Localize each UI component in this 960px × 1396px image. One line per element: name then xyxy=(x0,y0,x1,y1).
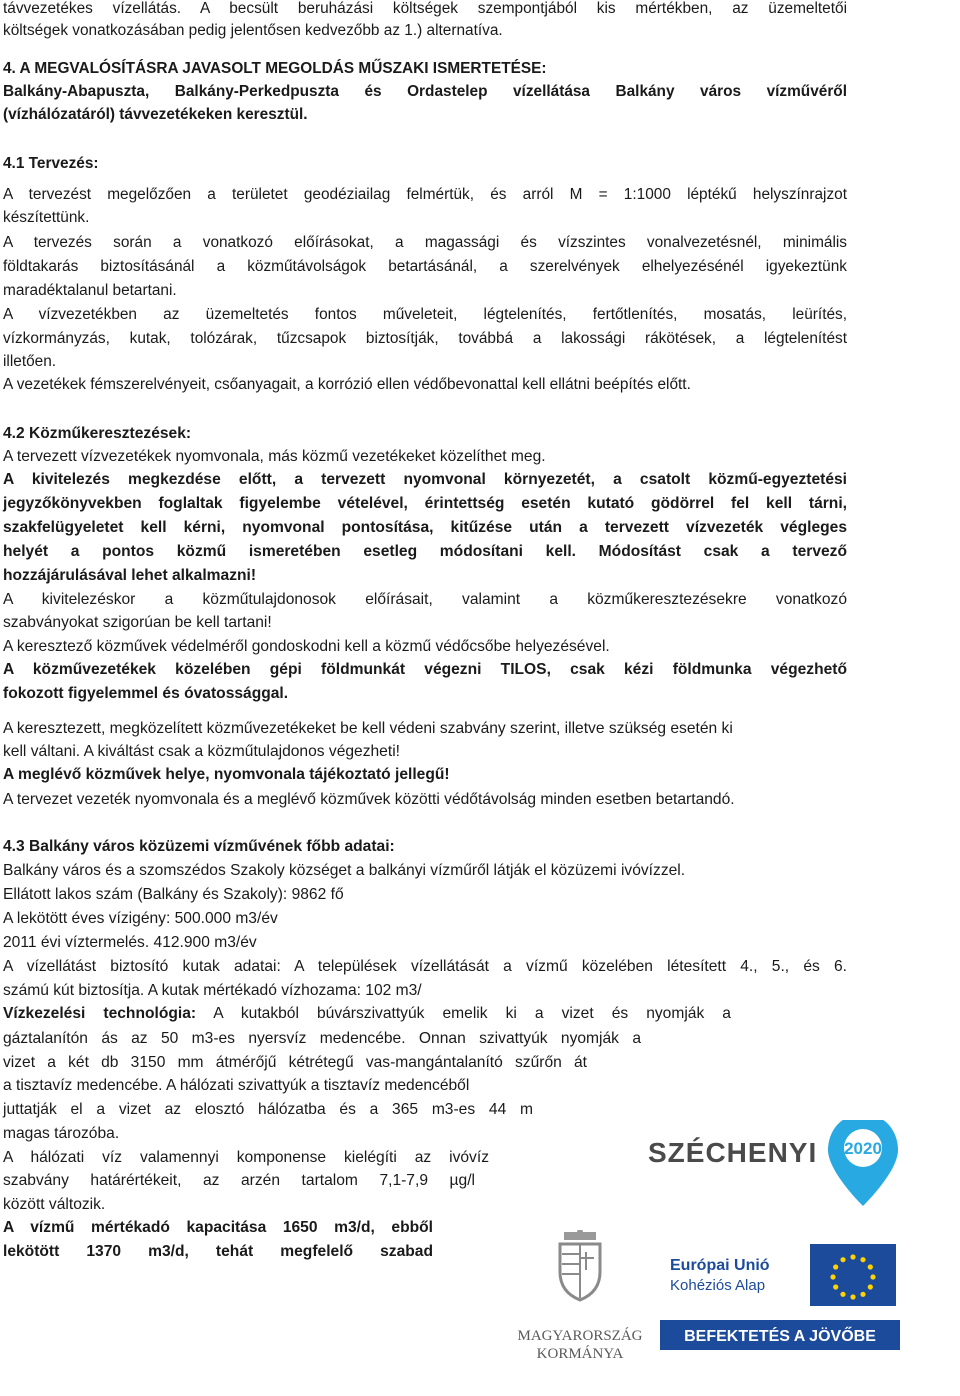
text-line: A meglévő közművek helye, nyomvonala tájékoztató jellegű! xyxy=(3,766,450,783)
text-line: szabványokat szigorúan be kell tartani! xyxy=(3,614,272,631)
text-line: A keresztező közművek védelméről gondoskodni kell a közmű védőcsőbe helyezésével. xyxy=(3,638,610,655)
text-line: A hálózati víz valamennyi komponense kielégíti az ivóvíz xyxy=(3,1149,489,1166)
text-line: helyét a pontos közmű ismeretében esetleg módosítani kell. Módosítást csak a tervező xyxy=(3,543,847,560)
text-line: távvezetékes vízellátás. A becsült beruházási költségek szempontjából kis mértékben, az üzemeltetői xyxy=(3,0,847,17)
text-line: Ellátott lakos szám (Balkány és Szakoly): 9862 fő xyxy=(3,886,344,903)
magyarorszag-kormanya-logo xyxy=(510,1230,650,1380)
text-line: szabvány határértékeit, az arzén tartalom 7,1-7,9 µg/l xyxy=(3,1172,475,1189)
text-line: A tervezést megelőzően a területet geodéziailag felmértük, és arról M = 1:1000 léptékű helyszínrajzot xyxy=(3,186,847,203)
text-line: 2011 évi víztermelés. 412.900 m3/év xyxy=(3,934,257,951)
section-heading: 4. A MEGVALÓSÍTÁSRA JAVASOLT MEGOLDÁS MŰSZAKI ISMERTETÉSE: xyxy=(3,60,547,77)
text-line: A kivitelezés megkezdése előtt, a tervezett nyomvonal környezetét, a csatolt közmű-egyeztetési xyxy=(3,471,847,488)
text-line: fokozott figyelemmel és óvatossággal. xyxy=(3,685,289,702)
szechenyi-word: SZÉCHENYI xyxy=(648,1137,818,1168)
text-line: számú kút biztosítja. A kutak mértékadó vízhozama: 102 m3/ xyxy=(3,982,422,999)
text-line: A vízvezetékben az üzemeltetés fontos műveleteit, légtelenítés, fertőtlenítés, mosatás, leürítés, xyxy=(3,306,847,323)
text-line: Balkány város és a szomszédos Szakoly községet a balkányi vízműről látják el közüzemi ivóvízzel. xyxy=(3,862,686,879)
text-line: gáztalanítón ás az 50 m3-es nyersvíz medencébe. Onnan szivattyúk nyomják a xyxy=(3,1030,641,1047)
text-line: vizet a két db 3150 mm átmérőjű kétrétegű vas-mangántalanító szűrőn át xyxy=(3,1054,587,1071)
section-heading: (vízhálózatáról) távvezetékeken keresztül. xyxy=(3,106,308,123)
text-line: A vízmű mértékadó kapacitása 1650 m3/d, ebből xyxy=(3,1219,433,1236)
text-line: készítettünk. xyxy=(3,209,90,226)
section-heading: Balkány-Abapuszta, Balkány-Perkedpuszta és Ordastelep vízellátása Balkány város vízművéről xyxy=(3,83,847,100)
text-line: kell váltani. A kiváltást csak a közműtulajdonos végezheti! xyxy=(3,743,400,760)
text-line: A keresztezett, megközelített közművezetékeket be kell védeni szabvány szerint, illetve szükség esetén ki xyxy=(3,720,733,737)
text-line: költségek vonatkozásában pedig jelentősen kedvezőbb az 1.) alternatíva. xyxy=(3,22,503,39)
text-line: juttatják el a vizet az elosztó hálózatba és a 365 m3-es 44 m xyxy=(3,1101,533,1118)
text-line: A közművezetékek közelében gépi földmunkát végezni TILOS, csak kézi földmunka végezhető xyxy=(3,661,847,678)
investment-banner-text: BEFEKTETÉS A JÖVŐBE xyxy=(684,1328,876,1345)
text-line: A kivitelezéskor a közműtulajdonosok előírásait, valamint a közműkeresztezésekre vonatkozó xyxy=(3,591,847,608)
eu-name: Európai Unió xyxy=(670,1257,770,1274)
text-line: földtakarás biztosításánál a közműtávolságok betartásánál, a szerelvények elhelyezésénél igyekeztünk xyxy=(3,258,847,275)
subsection-heading: 4.2 Közműkeresztezések: xyxy=(3,425,192,442)
text-line: lekötött 1370 m3/d, tehát megfelelő szabad xyxy=(3,1243,433,1260)
text-line: között változik. xyxy=(3,1196,106,1213)
text-line: magas tározóba. xyxy=(3,1125,120,1142)
inline-text: A kutakból búvárszivattyúk emelik ki a vizet és nyomják a xyxy=(196,1005,731,1022)
text-line: A vízellátást biztosító kutak adatai: A települések vízellátását a vízmű közelében létesített 4., 5., és 6. xyxy=(3,958,847,975)
inline-bold: Vízkezelési technológia: xyxy=(3,1005,197,1022)
text-line: illetően. xyxy=(3,353,57,370)
subsection-heading: 4.3 Balkány város közüzemi vízművének főbb adatai: xyxy=(3,838,395,855)
text-line: a tisztavíz medencébe. A hálózati szivattyúk a tisztavíz medencéből xyxy=(3,1077,470,1094)
coat-of-arms-icon xyxy=(560,1230,600,1300)
government-line2: KORMÁNYA xyxy=(536,1346,624,1362)
eu-cohesion-fund-logo xyxy=(660,1230,900,1360)
text-line: A tervezett vízvezetékek nyomvonala, más közmű vezetékeket közelíthet meg. xyxy=(3,448,546,465)
government-line1: MAGYARORSZÁG xyxy=(517,1328,643,1344)
text-line: szakfelügyeletet kell kérni, nyomvonal pontosítása, kitűzése után a tervezett vízvezeték végleges xyxy=(3,519,847,536)
eu-fund-name: Kohéziós Alap xyxy=(670,1277,766,1294)
text-line: A vezetékek fémszerelvényeit, csőanyagait, a korrózió ellen védőbevonattal kell ellátni beépítés előtt. xyxy=(3,376,691,393)
text-line: maradéktalanul betartani. xyxy=(3,282,177,299)
text-line: A tervezet vezeték nyomvonala és a meglévő közművek közötti védőtávolság minden esetben betartandó. xyxy=(3,791,735,808)
subsection-heading: 4.1 Tervezés: xyxy=(3,155,99,172)
text-line: A tervezés során a vonatkozó előírásokat, a magassági és vízszintes vonalvezetésnél, minimális xyxy=(3,234,847,251)
szechenyi-year: 2020 xyxy=(844,1139,882,1158)
text-line: jegyzőkönyvekben foglaltak figyelembe vételével, érintettség esetén kutató gödörrel fel kell tárni, xyxy=(3,495,847,512)
text-line: hozzájárulásával lehet alkalmazni! xyxy=(3,567,257,584)
text-line xyxy=(3,1005,731,1023)
szechenyi-2020-logo xyxy=(648,1120,900,1210)
text-line: A lekötött éves vízigény: 500.000 m3/év xyxy=(3,910,278,927)
text-line: vízkormányzás, kutak, tolózárak, tűzcsapok biztosítják, továbbá a lakossági rákötések, a légtelenítést xyxy=(3,330,847,347)
